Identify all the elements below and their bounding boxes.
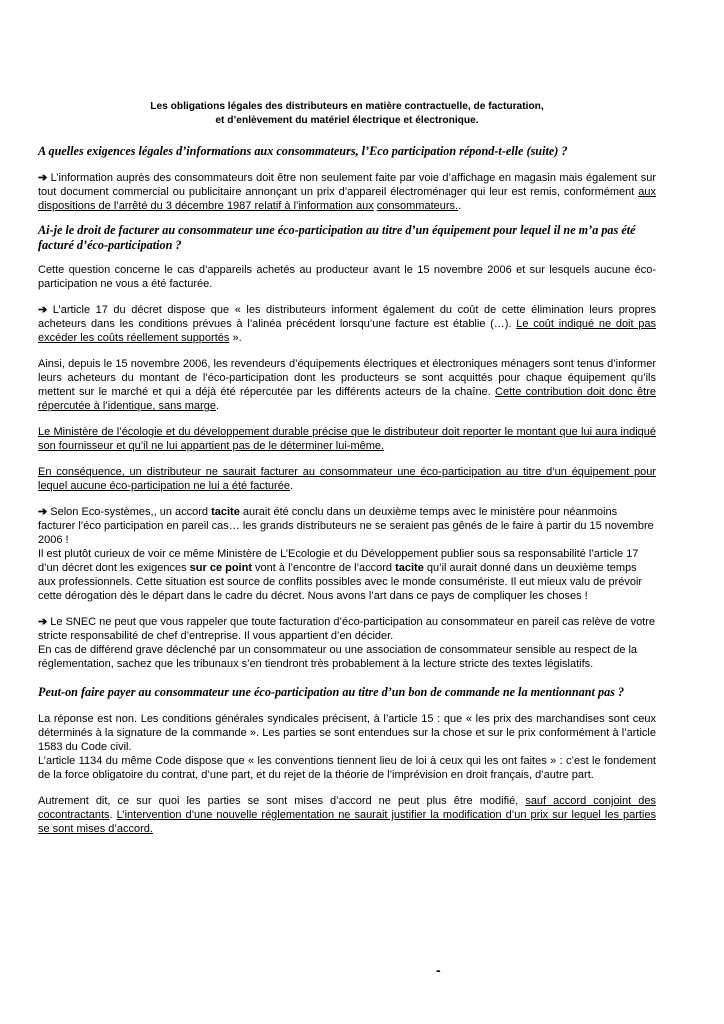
page-number-mark: - — [436, 962, 441, 978]
paragraph-eco-systemes: ➔ Selon Eco-systèmes,, un accord tacite aurait été conclu dans un deuxième temps avec le ministère pour néanmoins facturer l’éco participation en pareil cas… les grands distributeurs ne se seraient pas gênés de le faire à partir du 15 novembre 2006 ! Il est plutôt curieux de voir ce même Ministère de L’Ecologie et du Développement publier sous sa responsabilité l’article 17 d’un décret dont les exigences sur ce point vont à l’encontre de l’accord tacite qu’il aurait donné dans un deuxième temps aux professionnels. Cette situation est source de conflits possibles avec le monde consumériste. Il eut mieux valu de prévoir cette dérogation dès le départ dans le cadre du décret. Nous avons l’art dans ce pays de compliquer les choses ! — [38, 506, 654, 602]
title-line-2: et d’enlèvement du matériel électrique et électronique. — [215, 115, 479, 126]
paragraph-snec: ➔ Le SNEC ne peut que vous rappeler que toute facturation d’éco-participation au consommateur en pareil cas relève de votre stricte responsabilité de chef d’entreprise. Il vous appartient d’en décider. En cas de différend grave déclenché par un consommateur ou une association de consommateur sensible au respect de la réglementation, sachez que les tribunaux s’en tiendront très probablement à la lecture stricte des textes législatifs. — [38, 616, 656, 670]
arrow-icon: ➔ — [38, 616, 48, 628]
paragraph-information: ➔ L’information auprès des consommateurs doit être non seulement faite par voie d’affichage en magasin mais également sur tout document commercial ou publicitaire annonçant un prix d’appareil électroménager qui leur est remis, conformément aux dispositions de l’arrêté du 3 décembre 1987 relatif à l’information aux consommateurs.. — [38, 172, 656, 212]
arrow-icon: ➔ — [38, 304, 48, 316]
question-2: Ai-je le droit de facturer au consommateur une éco-participation au titre d’un équipement pour lequel il ne m’a pas été facturé d’éco-participation ? — [38, 223, 636, 252]
question-1: A quelles exigences légales d’informations aux consommateurs, l’Eco participation répond-t-elle (suite) ? — [38, 144, 568, 158]
arrow-icon: ➔ — [38, 506, 48, 518]
paragraph-autrement-dit: Autrement dit, ce sur quoi les parties se sont mises d’accord ne peut plus être modifié, sauf accord conjoint des cocontractants. L’intervention d’une nouvelle réglementation ne saurait justifier la modification d’un prix sur lequel les parties se sont mises d’accord. — [38, 795, 656, 835]
paragraph-ministere: Le Ministère de l’écologie et du développement durable précise que le distributeur doit reporter le montant que lui aura indiqué son fournisseur et qu’il ne lui appartient pas de le déterminer lui-même. — [38, 426, 656, 452]
arrow-icon: ➔ — [38, 172, 48, 184]
paragraph-article-17: ➔ L’article 17 du décret dispose que « les distributeurs informent également du coût de cette élimination leurs propres acheteurs dans les conditions prévues à l’alinéa précédent lorsqu’une facture est établie (…). Le coût indiqué ne doit pas excéder les coûts réellement supportés ». — [38, 304, 656, 344]
document-title — [38, 100, 656, 128]
question-3: Peut-on faire payer au consommateur une éco-participation au titre d’un bon de commande ne la mentionnant pas ? — [38, 685, 625, 699]
paragraph-consequence: En conséquence, un distributeur ne saurait facturer au consommateur une éco-participation au titre d’un équipement pour lequel aucune éco-participation ne lui a été facturée. — [38, 466, 656, 492]
paragraph-cas-appareils: Cette question concerne le cas d’appareils achetés au producteur avant le 15 novembre 2006 et sur lesquels aucune éco-participation ne vous a été facturée. — [38, 264, 656, 290]
paragraph-reponse: La réponse est non. Les conditions générales syndicales précisent, à l’article 15 : que « les prix des marchandises sont ceux déterminés à la signature de la commande ». Les parties se sont entendues sur la chose et sur le prix conformément à l’article 1583 du Code civil. L’article 1134 du même Code dispose que « les conventions tiennent lieu de loi à ceux qui les ont faites » : c’est le fondement de la force obligatoire du contrat, d’une part, et du rejet de la théorie de l’imprévision en droit français, d’autre part. — [38, 713, 656, 781]
paragraph-ainsi: Ainsi, depuis le 15 novembre 2006, les revendeurs d’équipements électriques et électroniques ménagers sont tenus d’informer leurs acheteurs du montant de l’éco-participation dont les producteurs se sont acquittés pour chaque équipement qu’ils mettent sur le marché et qui a déjà été répercutée par les différents acteurs de la chaîne. Cette contribution doit donc être répercutée à l’identique, sans marge. — [38, 358, 656, 412]
title-line-1: Les obligations légales des distributeurs en matière contractuelle, de facturation, — [150, 101, 544, 112]
arrete-reference: aux dispositions de l’arrêté du 3 décembre 1987 relatif à l’information aux — [38, 186, 656, 212]
document-page — [38, 100, 656, 836]
